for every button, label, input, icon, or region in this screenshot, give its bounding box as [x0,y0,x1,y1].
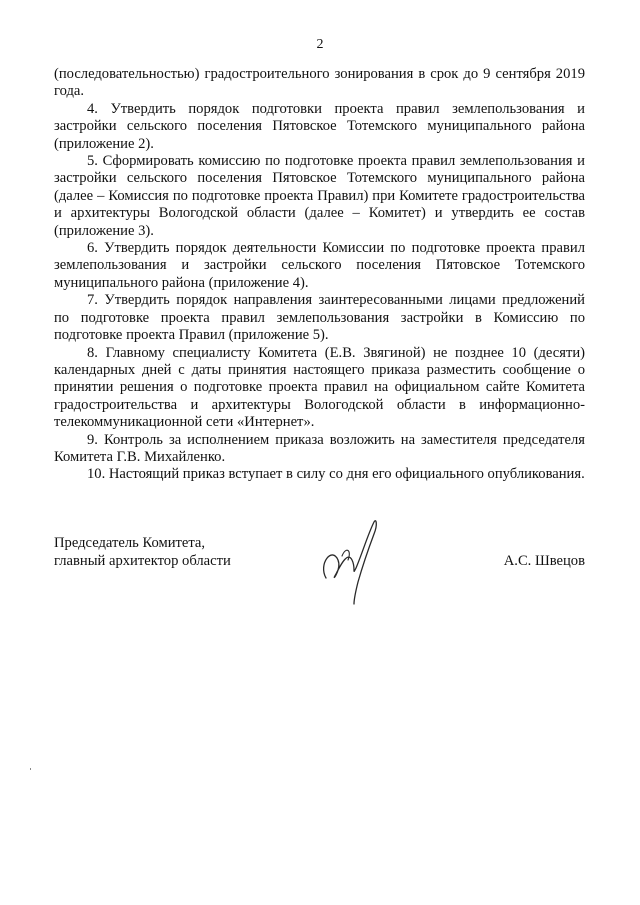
signatory-position [54,534,231,570]
signatory-position-line-1: Председатель Комитета, [54,535,206,551]
scan-speck [30,768,31,770]
paragraph-item-9: 9. Контроль за исполнением приказа возложить на заместителя председателя Комитета Г.В. Михайленко. [54,431,585,465]
paragraph-continuation: (последовательностью) градостроительного зонирования в срок до 9 сентября 2019 года. [54,66,585,100]
signature-block [54,534,585,614]
document-body [54,66,585,484]
paragraph-item-7: 7. Утвердить порядок направления заинтересованными лицами предложений по подготовке проекта правил землепользования застройки в Комиссию по подготовке проекта Правил (приложение 5). [54,292,585,344]
page-number: 2 [316,37,324,52]
paragraph-item-5: 5. Сформировать комиссию по подготовке проекта правил землепользования и застройки сельского поселения Пятовское Тотемского муниципального района (далее – Комиссия по подготовке проекта Правил) при Комитете градостроительства и архитектуры Вологодской области (далее – Комитет) и утвердить ее состав (приложение 3). [54,153,585,239]
paragraph-item-8: 8. Главному специалисту Комитета (Е.В. Звягиной) не позднее 10 (десяти) календарных дней с даты принятия настоящего приказа разместить сообщение о принятии решения о подготовке проекта правил на официальном сайте Комитета градостроительства и архитектуры Вологодской области в информационно-телекоммуникационной сети «Интернет». [54,344,585,431]
signatory-position-line-2: главный архитектор области [54,553,231,569]
signatory-name: А.С. Швецов [503,553,585,569]
paragraph-item-10: 10. Настоящий приказ вступает в силу со дня его официального опубликования. [87,466,585,483]
paragraph-item-4: 4. Утвердить порядок подготовки проекта правил землепользования и застройки сельского поселения Пятовское Тотемского муниципального района (приложение 2). [54,100,585,152]
handwritten-signature-icon [312,516,382,606]
paragraph-item-6: 6. Утвердить порядок деятельности Комиссии по подготовке проекта правил землепользования и застройки сельского поселения Пятовское Тотемского муниципального района (приложение 4). [54,240,585,291]
